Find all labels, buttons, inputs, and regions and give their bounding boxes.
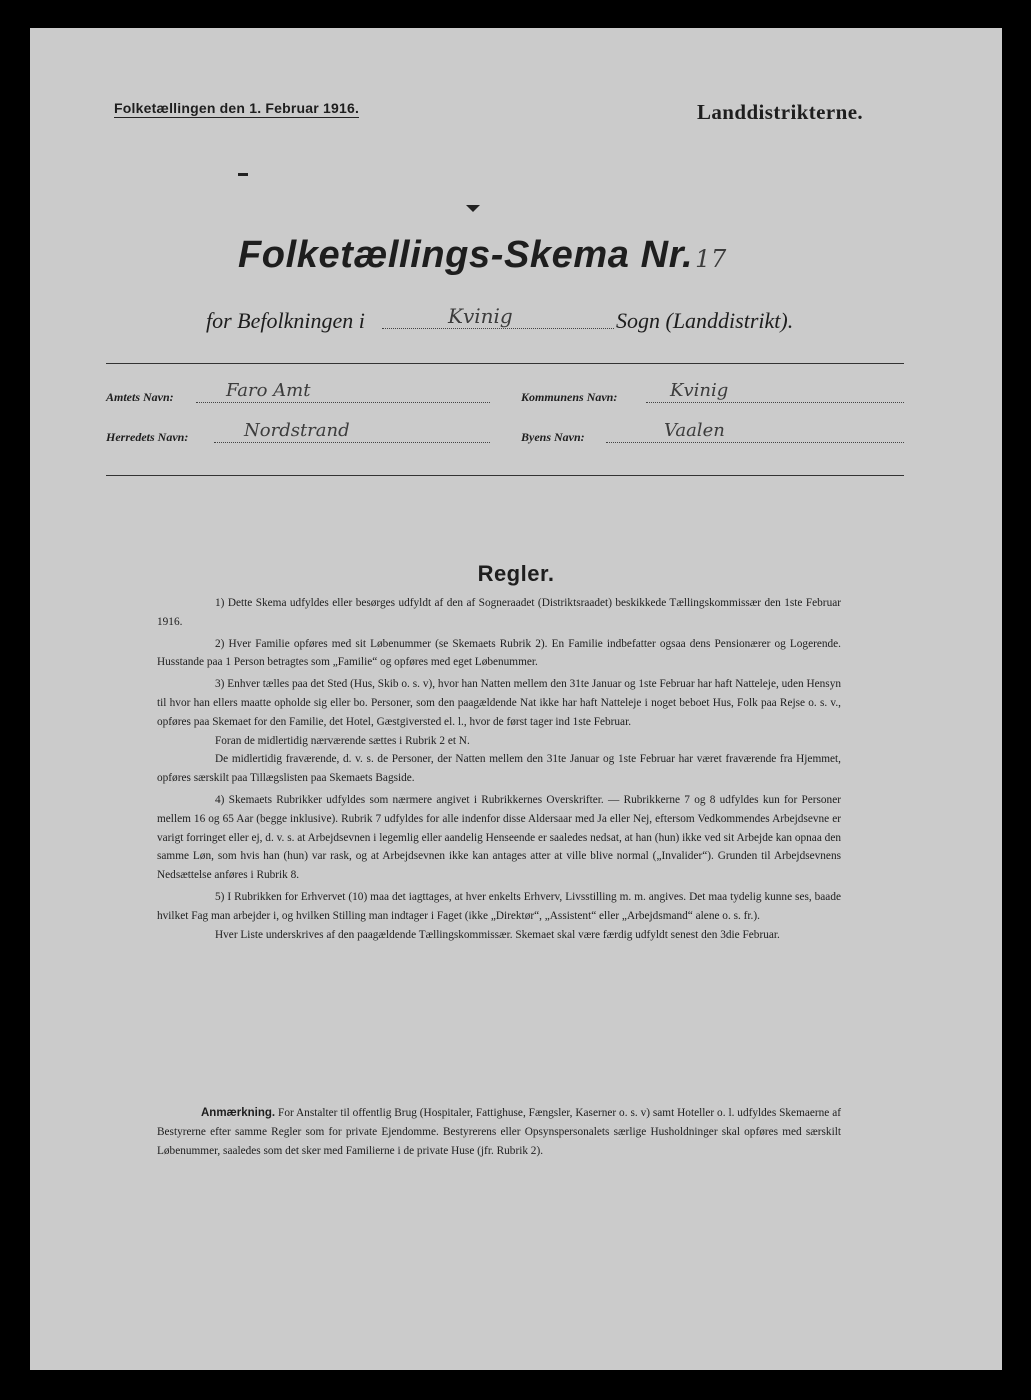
- note-text: For Anstalter til offentlig Brug (Hospitaler, Fattighuse, Fængsler, Kaserner o. s. v) samt Hoteller o. l. udfyldes Skemaerne af Bestyrerne efter samme Regler som for private Ejendomme. Bestyrerens eller Opsynspersonalets særlige Husholdninger skal opføres med særskilt Løbenummer, saaledes som det sker med Familierne i de private Huse (jfr. Rubrik 2).: [157, 1107, 841, 1157]
- rule-paragraph: 2) Hver Familie opføres med sit Løbenummer (se Skemaets Rubrik 2). En Familie indbefatter ogsaa dens Pensionærer og Logerende. Husstande paa 1 Person betragtes som „Familie“ og opføres med eget Løbenummer.: [157, 637, 841, 669]
- amt-value: Faro Amt: [226, 380, 311, 401]
- rule-paragraph: 3) Enhver tælles paa det Sted (Hus, Skib o. s. v), hvor han Natten mellem den 31te Januar og 1ste Februar har haft Natteleje, uden Hensyn til hvor han ellers maatte opholde sig eller bo. Personer, som den paagældende Nat ikke har haft Natteleje i noget beboet Hus, Folk paa Rejse o. s. v., opføres paa Skemaet for den Familie, det Hotel, Gæstgiversted el. l., hvor de først tager ind 1ste Februar.: [157, 678, 841, 728]
- subtitle-dotted-line: [382, 328, 614, 329]
- note-label: Anmærkning.: [201, 1107, 276, 1119]
- kommune-value: Kvinig: [670, 380, 729, 401]
- parish-value: Kvinig: [448, 304, 513, 328]
- form-title: [238, 234, 727, 277]
- decorative-triangle-icon: [466, 205, 480, 212]
- form-title-text: Folketællings-Skema Nr.: [238, 234, 694, 276]
- herred-dotted-line: [214, 442, 490, 443]
- subtitle-label: for Befolkningen i: [206, 308, 365, 333]
- rule-paragraph: De midlertidig fraværende, d. v. s. de Personer, der Natten mellem den 31te Januar og 1ste Februar har været fraværende fra Hjemmet, opføres særskilt paa Tillægslisten paa Skemaets Bagside.: [157, 753, 841, 785]
- district-type: Landdistrikterne.: [697, 100, 864, 124]
- by-label: Byens Navn:: [521, 430, 585, 444]
- decorative-dash: [238, 173, 248, 176]
- herred-label: Herredets Navn:: [106, 430, 189, 444]
- amt-label: Amtets Navn:: [106, 390, 174, 404]
- rules-body: [157, 594, 841, 944]
- form-number: 17: [695, 245, 727, 273]
- note-section: [157, 1104, 841, 1160]
- rule-paragraph: 4) Skemaets Rubrikker udfyldes som nærmere angivet i Rubrikkernes Overskrifter. — Rubrikkerne 7 og 8 udfyldes kun for Personer mellem 16 og 65 Aar (begge inklusive). Rubrik 7 udfyldes for alle indenfor disse Aldersaar med Ja eller Nej, eftersom Vedkommendes Arbejdsevne er varigt forringet eller ej, d. v. s. at Arbejdsevnen i legemlig eller aandelig Henseende er saaledes nedsat, at han (hun) ikke ved sit Arbejde kan opnaa den samme Løn, som hvis han (hun) var rask, og at Arbejdsevnen ikke kan antages atter at ville blive normal („Invalider“). Grunden til Arbejdsevnens Nedsættelse anføres i Rubrik 8.: [157, 793, 841, 882]
- rule-paragraph: 5) I Rubrikken for Erhvervet (10) maa det iagttages, at hver enkelts Erhverv, Livsstilling m. m. angives. Det maa tydelig kunne ses, baade hvilket Fag man arbejder i, og hvilken Stilling man indtager i Faget (ikke „Direktør“, „Assistent“ eller „Arbejdsmand“ alene o. s. fr.).: [157, 890, 841, 922]
- divider-bottom: [106, 475, 904, 476]
- subtitle-suffix: Sogn (Landdistrikt).: [616, 308, 794, 333]
- kommune-label: Kommunens Navn:: [521, 390, 618, 404]
- by-value: Vaalen: [664, 420, 725, 441]
- herred-value: Nordstrand: [244, 420, 350, 441]
- census-date: Folketællingen den 1. Februar 1916.: [114, 100, 360, 116]
- rule-paragraph: Foran de midlertidig nærværende sættes i Rubrik 2 et N.: [215, 734, 470, 747]
- census-form-page: [30, 28, 1002, 1370]
- rule-paragraph: 1) Dette Skema udfyldes eller besørges udfyldt af den af Sogneraadet (Distriktsraadet) beskikkede Tællingskommissær den 1ste Februar 1916.: [157, 597, 841, 628]
- rules-heading: Regler.: [477, 561, 555, 586]
- note-paragraph: [157, 1104, 841, 1160]
- divider-top: [106, 363, 904, 364]
- kommune-dotted-line: [646, 402, 904, 403]
- by-dotted-line: [606, 442, 904, 443]
- amt-dotted-line: [196, 402, 490, 403]
- rule-paragraph: Hver Liste underskrives af den paagældende Tællingskommissær. Skemaet skal være færdig udfyldt senest den 3die Februar.: [215, 928, 780, 941]
